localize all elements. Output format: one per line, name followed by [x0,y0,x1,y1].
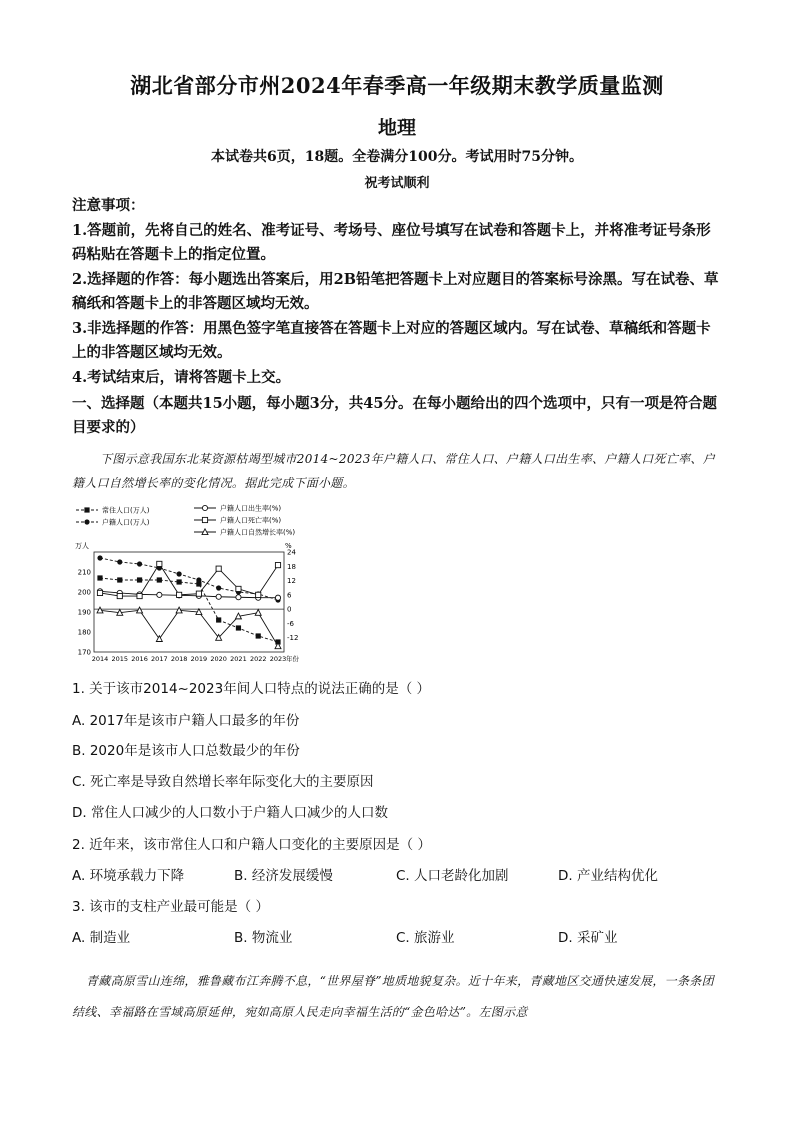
data-point [137,577,142,582]
data-point [196,577,201,582]
data-point [216,594,221,599]
data-point [84,507,89,512]
data-point [117,559,122,564]
q3-option-c[interactable]: C. 旅游业 [396,930,455,946]
data-point [84,519,89,524]
data-point [157,561,162,566]
data-point [236,595,241,600]
chart-axes [78,549,300,664]
data-point [157,592,162,597]
notes-heading: 注意事项： [72,197,145,214]
question-intro: 下图示意我国东北某资源枯竭型城市2014~2023年户籍人口、常住人口、户籍人口出生率、户籍人口死亡率、户籍人口自然增长率的变化情况。据此完成下面小题。 [72,452,716,490]
data-point [177,579,182,584]
q3-option-d[interactable]: D. 采矿业 [558,930,618,946]
data-point [275,595,280,600]
legend-label: 户籍人口(万人) [102,518,150,527]
left-tick-label: 190 [77,608,91,617]
x-tick-label: 2017 [151,655,168,663]
data-point [275,562,280,567]
right-tick-label: 18 [287,562,296,571]
data-point [255,610,261,616]
data-point [256,633,261,638]
data-point [236,625,241,630]
legend-label: 户籍人口出生率(%) [220,504,282,513]
data-point [137,593,142,598]
right-tick-label: 6 [287,591,292,600]
data-point [97,607,103,613]
legend-label: 户籍人口自然增长率(%) [220,528,296,537]
q3-option-a[interactable]: A. 制造业 [72,930,131,946]
right-tick-label: 12 [287,577,296,586]
right-tick-label: -12 [287,634,299,643]
q1-option-a[interactable]: A. 2017年是该市户籍人口最多的年份 [72,713,300,729]
data-point [137,607,143,613]
q1-option-d[interactable]: D. 常住人口减少的人口数小于户籍人口减少的人口数 [72,805,388,821]
data-point [97,575,102,580]
data-point [256,592,261,597]
data-point [216,585,221,590]
data-point [202,505,207,510]
subject-title: 地理 [377,117,416,139]
passage-text: 青藏高原雪山连绵，雅鲁藏布江奔腾不息，“世界屋脊”地质地貌复杂。近十年来，青藏地区交通快速发展，一条条团结线、幸福路在雪域高原延伸，宛如高原人民走向幸福生活的“金色哈达”。左图示意 [72,974,714,1019]
right-tick-label: -6 [287,619,294,628]
question-1-stem: 1. 关于该市2014~2023年间人口特点的说法正确的是（ ） [72,681,430,697]
x-tick-label: 2022 [249,655,267,663]
data-point [196,591,201,596]
data-point [97,555,102,560]
q1-option-b[interactable]: B. 2020年是该市人口总数最少的年份 [72,743,300,759]
chart-legend [76,504,295,537]
left-tick-label: 200 [77,588,91,597]
right-tick-label: 0 [287,605,292,614]
data-point [216,617,221,622]
note-item: 2.选择题的作答：每小题选出答案后，用2B铅笔把答题卡上对应题目的答案标号涂黑。写在试卷、草稿纸和答题卡上的非答题区域均无效。 [72,270,719,312]
data-point [177,571,182,576]
q2-option-b[interactable]: B. 经济发展缓慢 [234,868,333,884]
series-line [100,610,278,646]
data-point [216,566,221,571]
population-chart [72,502,322,667]
legend-label: 户籍人口死亡率(%) [220,516,282,525]
data-point [157,577,162,582]
series-group [97,607,281,649]
q2-options [72,864,722,884]
x-tick-label: 2020 [210,655,227,663]
legend-label: 常住人口(万人) [102,506,150,515]
q1-option-c[interactable]: C. 死亡率是导致自然增长率年际变化大的主要原因 [72,774,374,790]
exam-info: 本试卷共6页，18题。全卷满分100分。考试用时75分钟。 [211,149,583,165]
exam-wish: 祝考试顺利 [364,176,430,191]
q3-option-b[interactable]: B. 物流业 [234,930,293,946]
note-item: 1.答题前，先将自己的姓名、准考证号、考场号、座位号填写在试卷和答题卡上，并将准考证号条形码粘贴在答题卡上的指定位置。 [72,221,711,263]
data-point [97,590,102,595]
left-tick-label: 170 [77,648,91,657]
x-tick-label: 2014 [91,655,109,663]
section-heading: 一、选择题（本题共15小题，每小题3分，共45分。在每小题给出的四个选项中，只有一项是符合题目要求的） [72,395,717,436]
left-axis-label: 万人 [75,542,89,550]
data-point [236,586,241,591]
plot-frame [94,552,284,652]
q2-option-a[interactable]: A. 环境承载力下降 [72,868,185,884]
right-axis-label: % [285,542,292,550]
q3-options [72,926,722,946]
x-tick-label: 2018 [170,655,188,663]
data-point [176,607,182,613]
right-tick-label: 24 [287,548,296,557]
exam-title: 湖北省部分市州2024年春季高一年级期末教学质量监测 [130,73,664,98]
question-3-stem: 3. 该市的支柱产业最可能是（ ） [72,899,269,915]
series-line [100,578,278,642]
left-tick-label: 180 [77,628,91,637]
x-tick-label: 2021 [230,655,247,663]
data-point [202,517,207,522]
x-tick-label: 2016 [131,655,148,663]
series-group [97,575,280,644]
chart-marks [97,555,281,648]
data-point [137,561,142,566]
data-point [117,593,122,598]
x-tick-label: 2023 [269,655,287,663]
x-tick-label: 2019 [190,655,208,663]
data-point [117,577,122,582]
notes-block [72,194,722,390]
x-tick-label: 2015 [111,655,129,663]
note-item: 4.考试结束后，请将答题卡上交。 [72,368,291,386]
note-item: 3.非选择题的作答：用黑色签字笔直接答在答题卡上对应的答题区域内。写在试卷、草稿纸和答题卡上的非答题区域均无效。 [72,319,711,361]
left-tick-label: 210 [77,568,91,577]
x-axis-label: 年份 [286,655,299,663]
q2-option-d[interactable]: D. 产业结构优化 [558,868,658,884]
question-2-stem: 2. 近年来，该市常住人口和户籍人口变化的主要原因是（ ） [72,837,431,853]
q2-option-c[interactable]: C. 人口老龄化加剧 [396,868,509,884]
data-point [177,592,182,597]
